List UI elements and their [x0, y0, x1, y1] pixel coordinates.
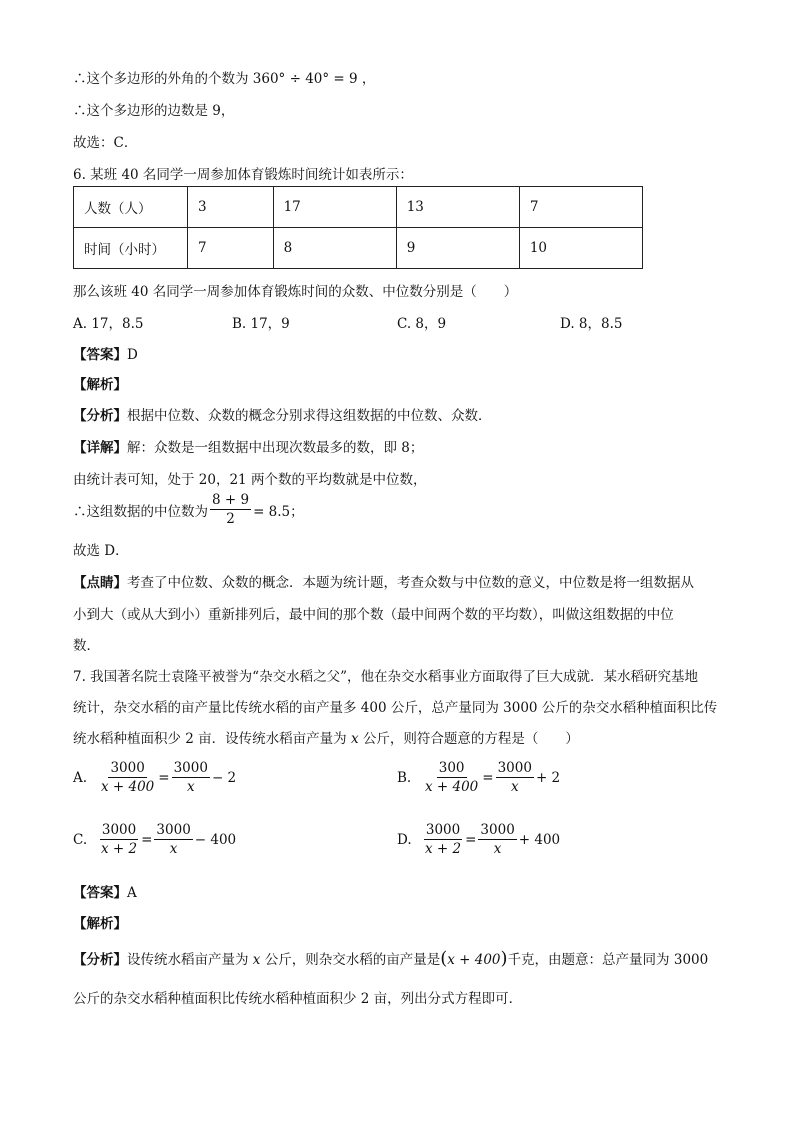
table-cell: 9 [396, 228, 519, 269]
question-7-stem: 7. 我国著名院士袁隆平被誉为“杂交水稻之父”，他在杂交水稻事业方面取得了巨大成就．某水稻研究基地 [73, 669, 698, 685]
fraction [99, 760, 156, 795]
xiangjie-text: 解：众数是一组数据中出现次数最多的数，即 8； [127, 440, 424, 456]
option-c [73, 822, 236, 857]
analysis-tag: 【解析】 [73, 916, 127, 932]
numerator: 3000 [156, 822, 191, 838]
paren: ) [500, 948, 508, 969]
tail-term: − 400 [194, 831, 237, 848]
option-label: A. [73, 769, 88, 786]
text-span: 千克，由题意：总产量同为 3000 [507, 952, 709, 968]
table-cell: 17 [273, 187, 396, 228]
fraction [210, 492, 251, 527]
fraction [423, 760, 480, 795]
denominator: x [510, 779, 519, 795]
denominator: x + 2 [425, 841, 462, 857]
fenxi-text: 根据中位数、众数的概念分别求得这组数据的中位数、众数． [127, 408, 492, 424]
denominator: x + 2 [101, 841, 138, 857]
formula-suffix: = 8.5； [253, 503, 304, 520]
equals-sign: = [465, 831, 477, 848]
analysis-line [73, 373, 127, 393]
option-c: C. 8，9 [397, 316, 447, 332]
text-line: 小到大（或从大到小）重新排列后，最中间的那个数（最中间两个数的平均数），叫做这组数据的中位 [73, 607, 674, 623]
answer-value: A [127, 885, 137, 901]
text-line: 数． [73, 638, 100, 654]
numerator: 3000 [480, 822, 515, 838]
denominator: x [169, 841, 178, 857]
fenxi-tag: 【分析】 [73, 408, 127, 424]
table-cell: 3 [188, 187, 274, 228]
numerator: 3000 [425, 822, 461, 838]
variable: x [252, 952, 261, 968]
numerator: 8 + 9 [212, 492, 250, 508]
answer-value: D [127, 347, 138, 363]
denominator: x + 400 [101, 779, 155, 795]
table-cell: 7 [519, 187, 642, 228]
fraction [172, 760, 210, 795]
text-line: ∴这个多边形的边数是 9， [73, 103, 235, 119]
fraction [99, 822, 139, 857]
equals-sign: = [141, 831, 153, 848]
table-cell: 13 [396, 187, 519, 228]
text-line: 统计，杂交水稻的亩产量比传统水稻的亩产量多 400 公斤，总产量同为 3000 公斤的杂交水稻种植面积比传 [73, 700, 718, 716]
dianjing-tag: 【点睛】 [73, 575, 127, 591]
table-cell: 8 [273, 228, 396, 269]
numerator: 3000 [101, 822, 137, 838]
option-a [73, 760, 236, 795]
numerator: 3000 [173, 760, 208, 776]
expression: x + 400 [447, 952, 501, 968]
formula-prefix: ∴这组数据的中位数为 [73, 503, 208, 520]
text-line: 故选：C． [73, 135, 138, 151]
median-formula [73, 492, 304, 527]
text-line: ∴这个多边形的外角的个数为 360° ÷ 40° = 9 ， [73, 71, 376, 87]
equals-sign: = [482, 769, 494, 786]
table-row [74, 228, 643, 269]
equals-sign: = [158, 769, 170, 786]
paren: ( [440, 948, 448, 969]
dianjing-line [73, 571, 694, 591]
text-line: 公斤的杂交水稻种植面积比传统水稻种植面积少 2 亩，列出分式方程即可． [73, 991, 523, 1007]
fenxi-line [73, 404, 492, 424]
option-label: D. [397, 831, 412, 848]
table-row [74, 187, 643, 228]
answer-tag: 【答案】 [73, 885, 127, 901]
fraction [423, 822, 463, 857]
option-label: B. [397, 769, 412, 786]
option-a: A. 17，8.5 [73, 316, 144, 332]
denominator: 2 [226, 511, 235, 527]
question-6-question: 那么该班 40 名同学一周参加体育锻炼时间的众数、中位数分别是（ ） [73, 284, 518, 300]
numerator: 3000 [110, 760, 145, 776]
option-label: C. [73, 831, 88, 848]
denominator: x [493, 841, 502, 857]
denominator: x [186, 779, 195, 795]
xiangjie-line [73, 436, 423, 456]
denominator: x + 400 [425, 779, 479, 795]
tail-term: + 2 [535, 769, 561, 786]
option-d: D. 8，8.5 [560, 316, 623, 332]
fenxi-tag: 【分析】 [73, 952, 127, 968]
numerator: 300 [438, 760, 465, 776]
table-cell: 人数（人） [74, 187, 188, 228]
analysis-tag: 【解析】 [73, 377, 127, 393]
text-line: 故选 D． [73, 543, 129, 559]
option-b [397, 760, 560, 795]
option-b: B. 17，9 [232, 316, 290, 332]
fraction [154, 822, 192, 857]
xiangjie-tag: 【详解】 [73, 440, 127, 456]
numerator: 3000 [497, 760, 532, 776]
question-6-stem: 6. 某班 40 名同学一周参加体育锻炼时间统计如表所示： [73, 167, 413, 183]
text-span: 公斤，则符合题意的方程是（ ） [358, 731, 579, 747]
text-span: 设传统水稻亩产量为 [127, 952, 253, 968]
option-d [397, 822, 560, 857]
data-table [73, 186, 643, 269]
analysis-line [73, 912, 127, 932]
text-span: 统水稻种植面积少 2 亩．设传统水稻亩产量为 [73, 731, 351, 747]
answer-line [73, 881, 137, 901]
answer-line [73, 343, 138, 363]
table-cell: 10 [519, 228, 642, 269]
table-cell: 时间（小时） [74, 228, 188, 269]
text-span: 公斤，则杂交水稻的亩产量是 [260, 952, 441, 968]
tail-term: − 2 [211, 769, 237, 786]
tail-term: + 400 [518, 831, 561, 848]
table-cell: 7 [188, 228, 274, 269]
fraction [478, 822, 516, 857]
fenxi-line [73, 948, 708, 969]
variable: x [350, 731, 359, 747]
text-line: 由统计表可知，处于 20，21 两个数的平均数就是中位数， [73, 472, 427, 488]
dianjing-text: 考查了中位数、众数的概念．本题为统计题，考查众数与中位数的意义，中位数是将一组数据从 [127, 575, 694, 591]
text-line [73, 727, 579, 747]
answer-tag: 【答案】 [73, 347, 127, 363]
fraction [496, 760, 534, 795]
